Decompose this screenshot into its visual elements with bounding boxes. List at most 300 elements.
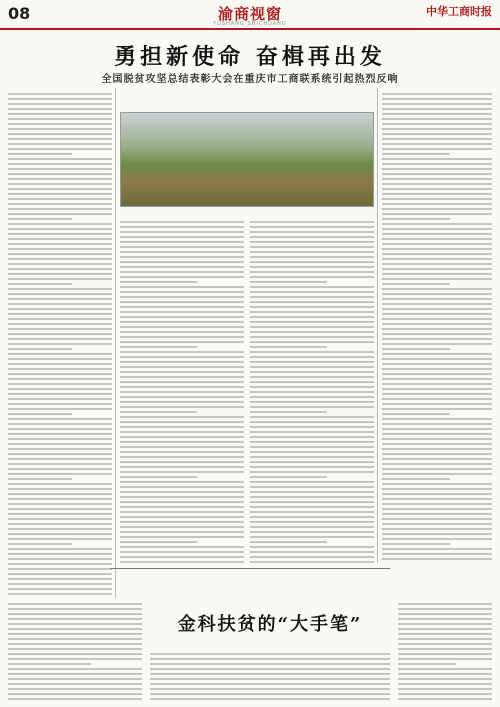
text-line bbox=[8, 378, 112, 380]
text-line bbox=[150, 663, 390, 665]
text-line bbox=[8, 498, 112, 500]
text-line bbox=[398, 693, 492, 695]
text-line bbox=[250, 396, 374, 398]
text-line bbox=[8, 638, 142, 640]
text-line bbox=[120, 231, 244, 233]
text-line bbox=[120, 236, 244, 238]
text-line bbox=[398, 663, 456, 665]
text-line bbox=[382, 248, 492, 250]
text-line bbox=[382, 543, 450, 545]
text-line bbox=[250, 316, 374, 318]
text-line bbox=[8, 238, 112, 240]
text-line bbox=[8, 668, 142, 670]
text-line bbox=[250, 381, 374, 383]
text-line bbox=[250, 221, 374, 223]
text-line bbox=[250, 511, 374, 513]
text-line bbox=[382, 383, 492, 385]
text-line bbox=[120, 316, 244, 318]
text-line bbox=[382, 488, 492, 490]
text-line bbox=[382, 553, 492, 555]
text-line bbox=[120, 351, 244, 353]
text-line bbox=[8, 493, 112, 495]
text-line bbox=[8, 618, 142, 620]
text-line bbox=[8, 403, 112, 405]
text-line bbox=[382, 518, 492, 520]
text-line bbox=[120, 246, 244, 248]
text-line bbox=[8, 243, 112, 245]
text-line bbox=[8, 293, 112, 295]
text-line bbox=[8, 273, 112, 275]
text-line bbox=[382, 458, 492, 460]
text-line bbox=[120, 551, 244, 553]
text-line bbox=[250, 291, 374, 293]
text-line bbox=[382, 373, 492, 375]
text-line bbox=[398, 613, 492, 615]
text-line bbox=[250, 391, 374, 393]
text-line bbox=[382, 238, 492, 240]
text-line bbox=[8, 303, 112, 305]
text-line bbox=[8, 223, 112, 225]
text-line bbox=[8, 528, 112, 530]
text-line bbox=[8, 678, 142, 680]
text-line bbox=[120, 241, 244, 243]
text-line bbox=[8, 648, 142, 650]
text-line bbox=[120, 431, 244, 433]
text-line bbox=[382, 378, 492, 380]
text-line bbox=[382, 223, 492, 225]
text-line bbox=[382, 483, 492, 485]
text-line bbox=[8, 108, 112, 110]
text-line bbox=[8, 218, 72, 220]
text-line bbox=[382, 173, 492, 175]
text-line bbox=[382, 428, 492, 430]
text-line bbox=[120, 336, 244, 338]
text-line bbox=[8, 543, 72, 545]
text-line bbox=[382, 493, 492, 495]
text-line bbox=[8, 418, 112, 420]
text-line bbox=[8, 453, 112, 455]
text-line bbox=[120, 301, 244, 303]
text-line bbox=[382, 433, 492, 435]
text-line bbox=[398, 658, 492, 660]
text-line bbox=[8, 228, 112, 230]
text-line bbox=[250, 506, 374, 508]
text-line bbox=[8, 373, 112, 375]
text-line bbox=[250, 326, 374, 328]
text-line bbox=[120, 536, 244, 538]
text-line bbox=[382, 503, 492, 505]
text-line bbox=[8, 173, 112, 175]
text-line bbox=[8, 698, 142, 700]
text-line bbox=[120, 306, 244, 308]
text-line bbox=[382, 188, 492, 190]
body-column-5 bbox=[8, 600, 142, 700]
text-line bbox=[382, 533, 492, 535]
text-line bbox=[250, 476, 327, 478]
text-line bbox=[250, 386, 374, 388]
text-line bbox=[120, 361, 244, 363]
text-line bbox=[8, 333, 112, 335]
text-line bbox=[250, 501, 374, 503]
text-line bbox=[8, 253, 112, 255]
text-line bbox=[382, 158, 492, 160]
body-column-7 bbox=[150, 650, 390, 700]
text-line bbox=[8, 588, 112, 590]
text-line bbox=[250, 461, 374, 463]
text-line bbox=[120, 396, 244, 398]
text-line bbox=[382, 303, 492, 305]
text-line bbox=[8, 518, 112, 520]
text-line bbox=[8, 563, 112, 565]
text-line bbox=[250, 286, 374, 288]
text-line bbox=[8, 473, 112, 475]
text-line bbox=[250, 376, 374, 378]
main-headline: 勇担新使命 奋楫再出发 bbox=[114, 44, 386, 70]
text-line bbox=[250, 556, 374, 558]
text-line bbox=[120, 296, 244, 298]
text-line bbox=[382, 368, 492, 370]
text-line bbox=[120, 531, 244, 533]
text-line bbox=[120, 541, 197, 543]
text-line bbox=[8, 548, 112, 550]
text-line bbox=[120, 286, 244, 288]
text-line bbox=[120, 491, 244, 493]
text-line bbox=[120, 481, 244, 483]
text-line bbox=[250, 321, 374, 323]
text-line bbox=[382, 288, 492, 290]
body-column-1 bbox=[8, 90, 112, 595]
text-line bbox=[382, 268, 492, 270]
body-column-6 bbox=[398, 600, 492, 700]
text-line bbox=[382, 253, 492, 255]
text-line bbox=[120, 456, 244, 458]
text-line bbox=[8, 458, 112, 460]
text-line bbox=[382, 198, 492, 200]
text-line bbox=[120, 281, 197, 283]
text-line bbox=[120, 386, 244, 388]
text-line bbox=[120, 261, 244, 263]
text-line bbox=[8, 448, 112, 450]
text-line bbox=[250, 491, 374, 493]
text-line bbox=[8, 368, 112, 370]
text-line bbox=[150, 683, 390, 685]
text-line bbox=[382, 168, 492, 170]
text-line bbox=[382, 218, 450, 220]
text-line bbox=[8, 468, 112, 470]
text-line bbox=[382, 153, 450, 155]
text-line bbox=[398, 668, 492, 670]
text-line bbox=[8, 168, 112, 170]
text-line bbox=[120, 471, 244, 473]
text-line bbox=[382, 388, 492, 390]
text-line bbox=[8, 593, 112, 595]
text-line bbox=[8, 193, 112, 195]
text-line bbox=[382, 228, 492, 230]
text-line bbox=[382, 233, 492, 235]
text-line bbox=[382, 243, 492, 245]
text-line bbox=[8, 568, 112, 570]
text-line bbox=[382, 353, 492, 355]
text-line bbox=[8, 268, 112, 270]
text-line bbox=[8, 178, 112, 180]
text-line bbox=[150, 658, 390, 660]
text-line bbox=[120, 516, 244, 518]
text-line bbox=[8, 653, 142, 655]
text-line bbox=[382, 138, 492, 140]
text-line bbox=[120, 406, 244, 408]
text-line bbox=[8, 118, 112, 120]
text-line bbox=[120, 426, 244, 428]
text-line bbox=[120, 276, 244, 278]
text-line bbox=[120, 366, 244, 368]
text-line bbox=[150, 653, 390, 655]
text-line bbox=[150, 678, 390, 680]
body-column-3 bbox=[250, 218, 374, 563]
text-line bbox=[8, 673, 142, 675]
text-line bbox=[382, 178, 492, 180]
text-line bbox=[120, 466, 244, 468]
text-line bbox=[382, 148, 492, 150]
text-line bbox=[8, 463, 112, 465]
text-line bbox=[120, 251, 244, 253]
text-line bbox=[382, 193, 492, 195]
text-line bbox=[8, 343, 112, 345]
text-line bbox=[8, 128, 112, 130]
text-line bbox=[382, 448, 492, 450]
text-line bbox=[8, 158, 112, 160]
text-line bbox=[8, 608, 142, 610]
text-line bbox=[382, 403, 492, 405]
text-line bbox=[382, 143, 492, 145]
text-line bbox=[8, 258, 112, 260]
text-line bbox=[120, 341, 244, 343]
text-line bbox=[120, 226, 244, 228]
text-line bbox=[382, 408, 492, 410]
text-line bbox=[382, 393, 492, 395]
text-line bbox=[8, 213, 112, 215]
text-line bbox=[250, 456, 374, 458]
text-line bbox=[150, 693, 390, 695]
text-line bbox=[8, 93, 112, 95]
text-line bbox=[382, 308, 492, 310]
text-line bbox=[382, 423, 492, 425]
text-line bbox=[382, 128, 492, 130]
text-line bbox=[8, 288, 112, 290]
text-line bbox=[250, 256, 374, 258]
text-line bbox=[250, 411, 327, 413]
text-line bbox=[8, 283, 72, 285]
page-number: 08 bbox=[8, 4, 31, 23]
text-line bbox=[8, 478, 72, 480]
text-line bbox=[120, 371, 244, 373]
text-line bbox=[382, 103, 492, 105]
text-line bbox=[382, 93, 492, 95]
text-line bbox=[398, 623, 492, 625]
text-line bbox=[8, 383, 112, 385]
text-line bbox=[8, 263, 112, 265]
text-line bbox=[382, 478, 450, 480]
text-line bbox=[120, 271, 244, 273]
text-line bbox=[382, 468, 492, 470]
text-line bbox=[398, 688, 492, 690]
text-line bbox=[8, 523, 112, 525]
text-line bbox=[150, 668, 390, 670]
text-line bbox=[8, 558, 112, 560]
text-line bbox=[398, 638, 492, 640]
text-line bbox=[8, 318, 112, 320]
text-line bbox=[250, 261, 374, 263]
text-line bbox=[250, 406, 374, 408]
text-line bbox=[250, 481, 374, 483]
text-line bbox=[8, 433, 112, 435]
text-line bbox=[382, 558, 492, 560]
text-line bbox=[8, 538, 112, 540]
text-line bbox=[120, 446, 244, 448]
text-line bbox=[382, 473, 492, 475]
text-line bbox=[250, 251, 374, 253]
text-line bbox=[120, 476, 197, 478]
text-line bbox=[382, 118, 492, 120]
text-line bbox=[382, 523, 492, 525]
text-line bbox=[8, 683, 142, 685]
text-line bbox=[120, 436, 244, 438]
text-line bbox=[382, 208, 492, 210]
text-line bbox=[150, 698, 390, 700]
text-line bbox=[250, 546, 374, 548]
text-line bbox=[250, 276, 374, 278]
text-line bbox=[8, 483, 112, 485]
text-line bbox=[8, 628, 142, 630]
text-line bbox=[250, 281, 327, 283]
text-line bbox=[398, 678, 492, 680]
text-line bbox=[8, 208, 112, 210]
main-subheadline: 全国脱贫攻坚总结表彰大会在重庆市工商联系统引起热烈反响 bbox=[101, 74, 399, 85]
text-line bbox=[250, 226, 374, 228]
text-line bbox=[8, 393, 112, 395]
text-line bbox=[120, 441, 244, 443]
text-line bbox=[120, 221, 244, 223]
text-line bbox=[8, 553, 112, 555]
text-line bbox=[398, 608, 492, 610]
text-line bbox=[250, 371, 374, 373]
text-line bbox=[250, 241, 374, 243]
second-headline: 金科扶贫的“大手笔” bbox=[177, 614, 363, 635]
text-line bbox=[250, 351, 374, 353]
text-line bbox=[8, 398, 112, 400]
text-line bbox=[382, 298, 492, 300]
text-line bbox=[250, 531, 374, 533]
text-line bbox=[8, 688, 142, 690]
text-line bbox=[150, 673, 390, 675]
text-line bbox=[250, 306, 374, 308]
text-line bbox=[382, 463, 492, 465]
text-line bbox=[382, 313, 492, 315]
text-line bbox=[8, 148, 112, 150]
text-line bbox=[250, 361, 374, 363]
text-line bbox=[8, 298, 112, 300]
text-line bbox=[382, 363, 492, 365]
text-line bbox=[250, 551, 374, 553]
text-line bbox=[8, 188, 112, 190]
text-line bbox=[8, 533, 112, 535]
text-line bbox=[8, 693, 142, 695]
text-line bbox=[382, 278, 492, 280]
section-divider bbox=[110, 568, 390, 569]
text-line bbox=[250, 486, 374, 488]
text-line bbox=[8, 508, 112, 510]
text-line bbox=[382, 508, 492, 510]
text-line bbox=[8, 428, 112, 430]
text-line bbox=[382, 183, 492, 185]
text-line bbox=[250, 271, 374, 273]
text-line bbox=[382, 348, 450, 350]
text-line bbox=[8, 203, 112, 205]
text-line bbox=[382, 123, 492, 125]
text-line bbox=[8, 633, 142, 635]
text-line bbox=[8, 603, 142, 605]
text-line bbox=[8, 643, 142, 645]
text-line bbox=[8, 338, 112, 340]
text-line bbox=[250, 341, 374, 343]
text-line bbox=[382, 293, 492, 295]
text-line bbox=[8, 308, 112, 310]
text-line bbox=[8, 413, 72, 415]
text-line bbox=[250, 526, 374, 528]
story-photo bbox=[120, 112, 374, 207]
text-line bbox=[382, 273, 492, 275]
text-line bbox=[120, 521, 244, 523]
text-line bbox=[382, 318, 492, 320]
text-line bbox=[8, 153, 72, 155]
text-line bbox=[8, 573, 112, 575]
section-subtitle: YUSHANG SHICHUANG bbox=[213, 21, 287, 27]
text-line bbox=[120, 291, 244, 293]
text-line bbox=[398, 603, 492, 605]
text-line bbox=[120, 311, 244, 313]
text-line bbox=[382, 538, 492, 540]
text-line bbox=[8, 123, 112, 125]
text-line bbox=[398, 673, 492, 675]
text-line bbox=[382, 283, 450, 285]
text-line bbox=[120, 501, 244, 503]
text-line bbox=[150, 688, 390, 690]
text-line bbox=[120, 546, 244, 548]
text-line bbox=[398, 628, 492, 630]
text-line bbox=[8, 443, 112, 445]
text-line bbox=[120, 381, 244, 383]
text-line bbox=[120, 401, 244, 403]
text-line bbox=[8, 513, 112, 515]
text-line bbox=[8, 138, 112, 140]
text-line bbox=[8, 613, 142, 615]
text-line bbox=[382, 413, 450, 415]
text-line bbox=[120, 556, 244, 558]
text-line bbox=[250, 496, 374, 498]
text-line bbox=[250, 246, 374, 248]
text-line bbox=[250, 431, 374, 433]
text-line bbox=[250, 536, 374, 538]
text-line bbox=[8, 183, 112, 185]
text-line bbox=[382, 213, 492, 215]
text-line bbox=[120, 321, 244, 323]
text-line bbox=[382, 358, 492, 360]
text-line bbox=[8, 163, 112, 165]
text-line bbox=[382, 133, 492, 135]
text-line bbox=[250, 231, 374, 233]
text-line bbox=[8, 133, 112, 135]
text-line bbox=[250, 446, 374, 448]
text-line bbox=[382, 108, 492, 110]
